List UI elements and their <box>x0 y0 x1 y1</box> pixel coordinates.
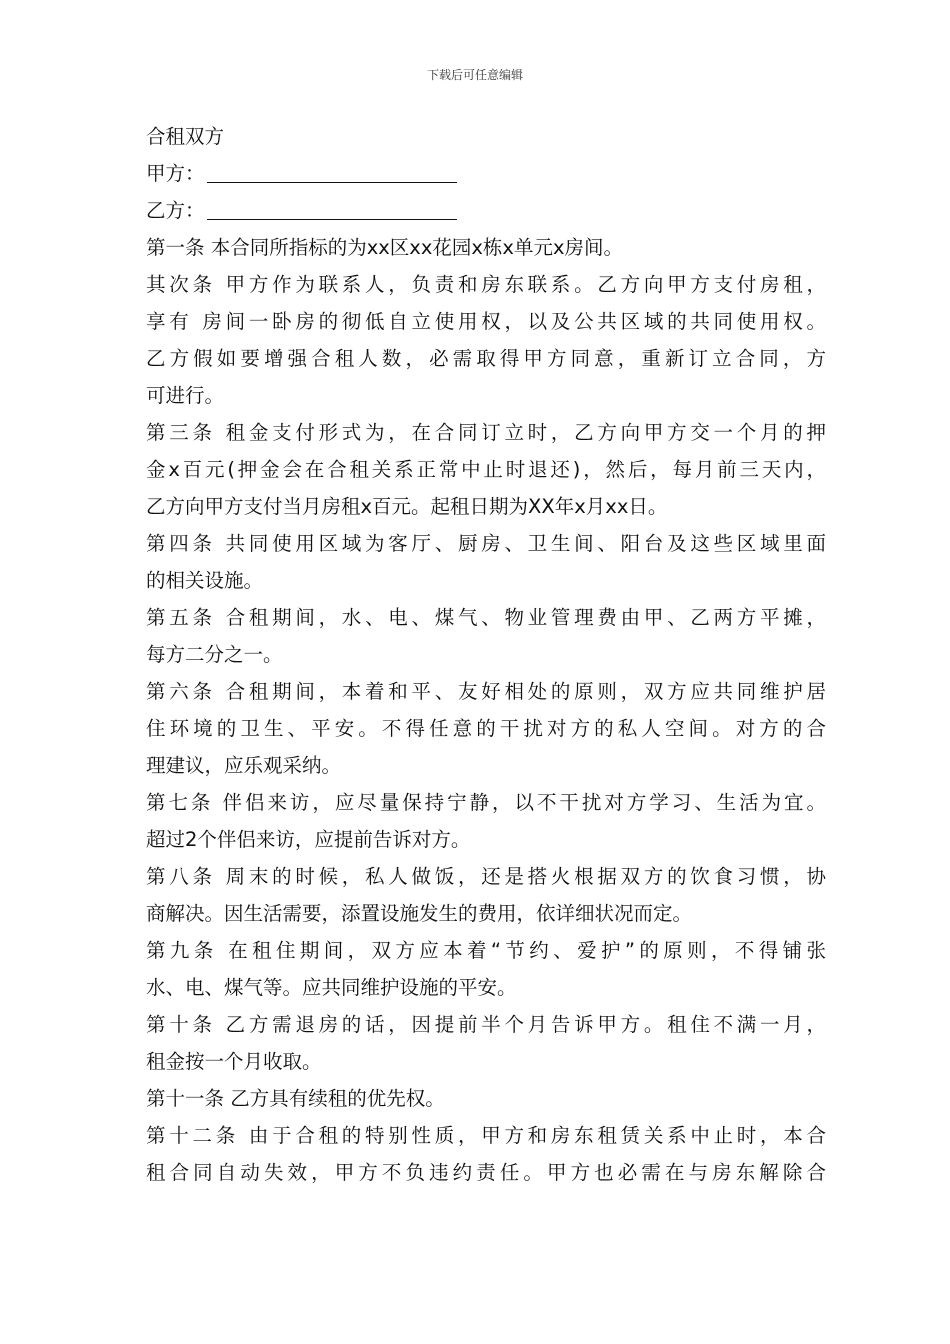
clause-line: 第七条 伴侣来访，应尽量保持宁静，以不干扰对方学习、生活为宜。 <box>146 791 826 814</box>
clause-line: 商解决。因生活需要，添置设施发生的费用，依详细状况而定。 <box>146 902 693 925</box>
clause-line: 的相关设施。 <box>146 569 264 592</box>
clause-line: 第十一条 乙方具有续租的优先权。 <box>146 1087 445 1110</box>
party-a-blank <box>207 160 457 183</box>
page-header-note: 下载后可任意编辑 <box>426 68 523 82</box>
clause-line: 第三条 租金支付形式为，在合同订立时，乙方向甲方交一个月的押 <box>146 421 826 444</box>
party-b-label: 乙方： <box>146 199 205 222</box>
clause-line: 第九条 在租住期间，双方应本着“节约、爱护”的原则，不得铺张 <box>146 939 826 962</box>
clause-line: 第四条 共同使用区域为客厅、厨房、卫生间、阳台及这些区域里面 <box>146 532 826 555</box>
party-a-label: 甲方： <box>146 162 205 185</box>
clause-line: 住环境的卫生、平安。不得任意的干扰对方的私人空间。对方的合 <box>146 717 826 740</box>
clause-line: 第八条 周末的时候，私人做饭，还是搭火根据双方的饮食习惯，协 <box>146 865 826 888</box>
clause-line: 可进行。 <box>146 384 225 407</box>
clause-line: 金x百元(押金会在合租关系正常中止时退还)，然后，每月前三天内， <box>146 458 826 481</box>
clause-line: 水、电、煤气等。应共同维护设施的平安。 <box>146 976 517 999</box>
clause-line: 乙方假如要增强合租人数，必需取得甲方同意，重新订立合同，方 <box>146 347 826 370</box>
party-b-line <box>146 192 826 229</box>
clause-line: 租金按一个月收取。 <box>146 1050 322 1073</box>
clause-line: 超过2个伴侣来访，应提前告诉对方。 <box>146 828 471 851</box>
clause-line: 每方二分之一。 <box>146 643 283 666</box>
clause-line: 第六条 合租期间，本着和平、友好相处的原则，双方应共同维护居 <box>146 680 826 703</box>
clause-line: 第十二条 由于合租的特别性质，甲方和房东租赁关系中止时，本合 <box>146 1124 826 1147</box>
party-b-blank <box>207 197 457 220</box>
clause-line: 享有 房间一卧房的彻低自立使用权，以及公共区域的共同使用权。 <box>146 310 826 333</box>
clause-line: 租合同自动失效，甲方不负违约责任。甲方也必需在与房东解除合 <box>146 1161 826 1184</box>
clause-line: 理建议，应乐观采纳。 <box>146 754 342 777</box>
clause-line: 第十条 乙方需退房的话，因提前半个月告诉甲方。租住不满一月， <box>146 1013 826 1036</box>
clause-line: 第一条 本合同所指标的为xx区xx花园x栋x单元x房间。 <box>146 236 623 259</box>
clause-line: 其次条 甲方作为联系人，负责和房东联系。乙方向甲方支付房租， <box>146 273 826 296</box>
clause-line: 第五条 合租期间，水、电、煤气、物业管理费由甲、乙两方平摊， <box>146 606 826 629</box>
party-a-line <box>146 155 826 192</box>
clause-lines <box>146 229 826 1191</box>
contract-title: 合租双方 <box>146 125 225 148</box>
contract-body <box>146 118 826 1191</box>
clause-line: 乙方向甲方支付当月房租x百元。起租日期为XX年x月xx日。 <box>146 495 668 518</box>
